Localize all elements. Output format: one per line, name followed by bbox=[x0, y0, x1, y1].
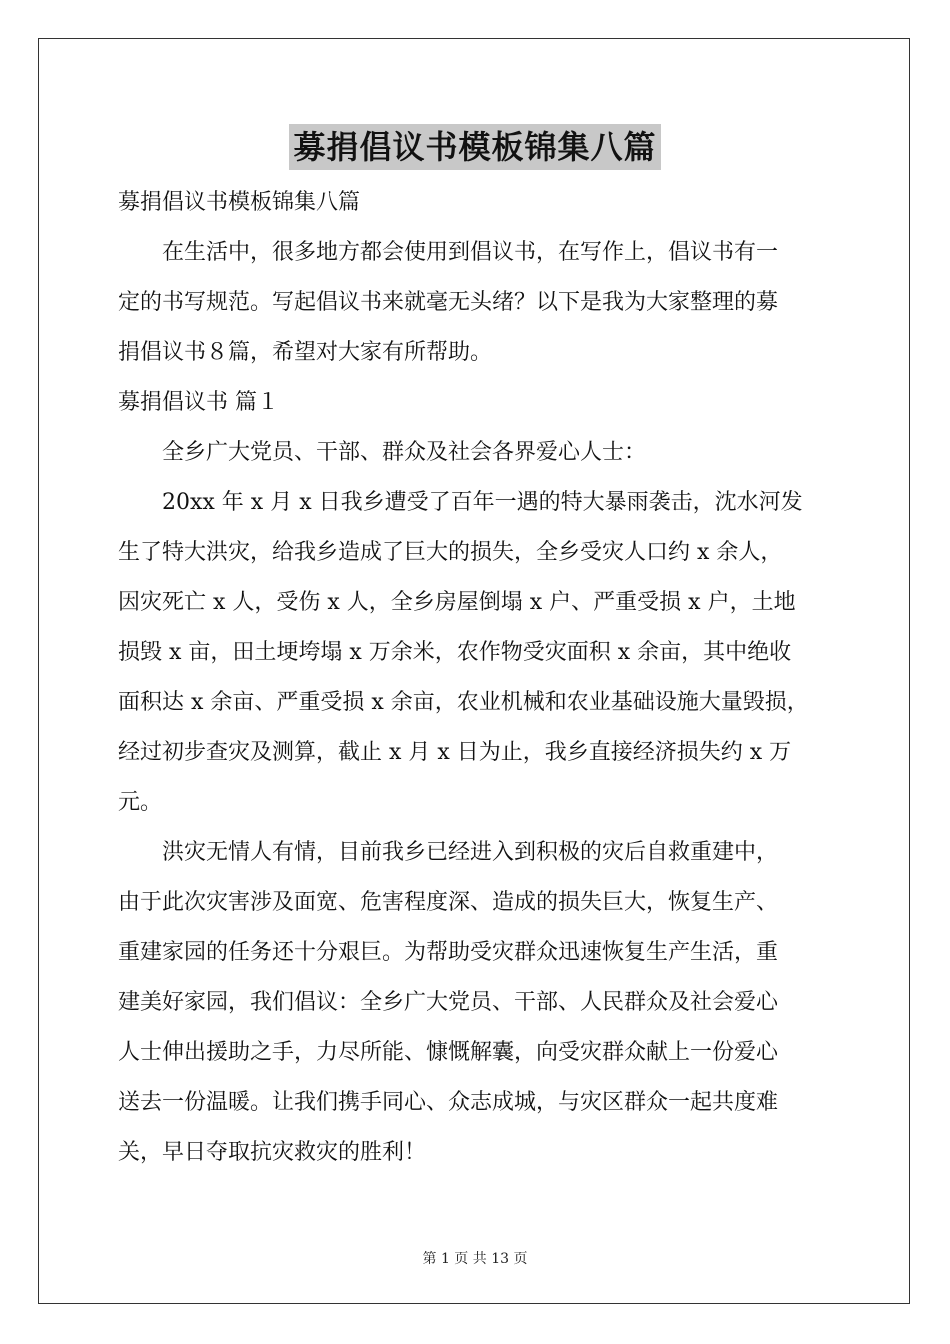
title-container bbox=[0, 124, 950, 170]
paragraph-line: 关，早日夺取抗灾救灾的胜利！ bbox=[118, 1140, 427, 1165]
paragraph-line: 洪灾无情人有情，目前我乡已经进入到积极的灾后自救重建中， bbox=[162, 840, 779, 865]
paragraph-line: 送去一份温暖。让我们携手同心、众志成城，与灾区群众一起共度难 bbox=[118, 1090, 779, 1115]
paragraph-line: 面积达 x 余亩、严重受损 x 余亩，农业机械和农业基础设施大量毁损， bbox=[118, 690, 809, 715]
page-number-footer: 第 1 页 共 13 页 bbox=[422, 1251, 528, 1267]
paragraph-line: 20xx 年 x 月 x 日我乡遭受了百年一遇的特大暴雨袭击，沈水河发 bbox=[162, 490, 803, 515]
paragraph-line: 建美好家园，我们倡议：全乡广大党员、干部、人民群众及社会爱心 bbox=[118, 990, 779, 1015]
paragraph-line: 元。 bbox=[118, 790, 163, 815]
paragraph-line: 经过初步查灾及测算，截止 x 月 x 日为止，我乡直接经济损失约 x 万 bbox=[118, 740, 792, 765]
intro-line: 定的书写规范。写起倡议书来就毫无头绪？以下是我为大家整理的募 bbox=[118, 290, 779, 315]
intro-line: 捐倡议书８篇，希望对大家有所帮助。 bbox=[118, 340, 493, 365]
paragraph-line: 由于此次灾害涉及面宽、危害程度深、造成的损失巨大，恢复生产、 bbox=[118, 890, 779, 915]
document-title: 募捐倡议书模板锦集八篇 bbox=[289, 124, 660, 170]
paragraph-line: 生了特大洪灾，给我乡造成了巨大的损失，全乡受灾人口约 x 余人， bbox=[118, 540, 783, 565]
salutation: 全乡广大党员、干部、群众及社会各界爱心人士： bbox=[162, 440, 647, 465]
section-heading: 募捐倡议书 篇１ bbox=[118, 390, 279, 415]
document-body bbox=[118, 178, 848, 1178]
document-subtitle: 募捐倡议书模板锦集八篇 bbox=[118, 190, 361, 215]
paragraph-line: 人士伸出援助之手，力尽所能、慷慨解囊，向受灾群众献上一份爱心 bbox=[118, 1040, 779, 1065]
paragraph-line: 因灾死亡 x 人，受伤 x 人，全乡房屋倒塌 x 户、严重受损 x 户，土地 bbox=[118, 590, 796, 615]
paragraph-line: 重建家园的任务还十分艰巨。为帮助受灾群众迅速恢复生产生活，重 bbox=[118, 940, 779, 965]
paragraph-line: 损毁 x 亩，田土埂垮塌 x 万余米，农作物受灾面积 x 余亩，其中绝收 bbox=[118, 640, 792, 665]
intro-line: 在生活中，很多地方都会使用到倡议书，在写作上，倡议书有一 bbox=[162, 240, 779, 265]
